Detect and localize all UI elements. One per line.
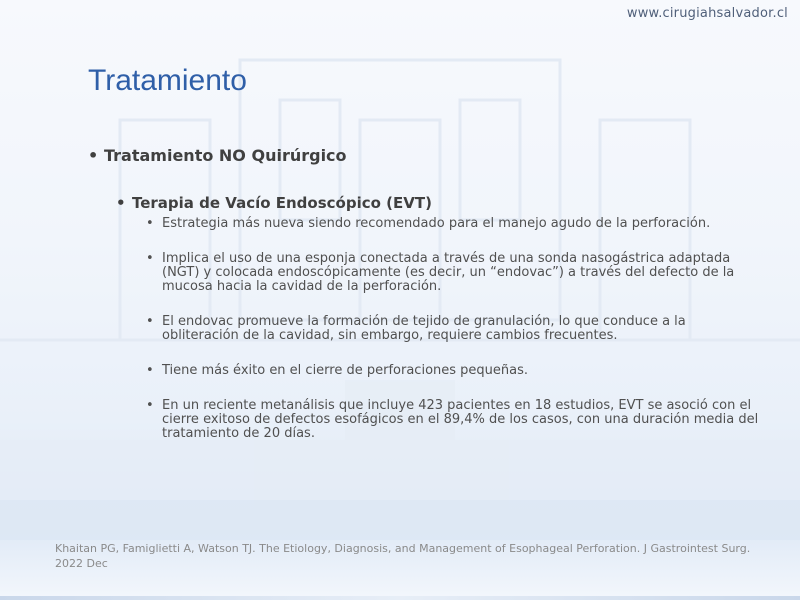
bullet-icon: • — [146, 363, 154, 378]
list-item-text: Implica el uso de una esponja conectada a través de una sonda nasogástrica adaptada (NGT) y colocada endoscópicamente (es decir, un “endovac”) a través del defecto de la mucosa hacia la cavidad de la perforación. — [162, 251, 735, 294]
list-item — [146, 217, 766, 231]
list-item — [146, 252, 766, 294]
level3-bullet-list — [146, 217, 766, 462]
level1-bullet-item — [88, 146, 347, 165]
bullet-icon: • — [146, 251, 154, 266]
bottom-divider — [0, 596, 800, 600]
level2-text: Terapia de Vacío Endoscópico (EVT) — [132, 194, 432, 212]
bullet-icon: • — [88, 146, 99, 165]
bullet-icon: • — [146, 314, 154, 329]
list-item — [146, 364, 766, 378]
citation-footer: Khaitan PG, Famiglietti A, Watson TJ. The Etiology, Diagnosis, and Management of Esophageal Perforation. J Gastrointest Surg. 2022 Dec — [55, 542, 751, 570]
list-item-text: El endovac promueve la formación de tejido de granulación, lo que conduce a la obliteración de la cavidad, sin embargo, requiere cambios frecuentes. — [162, 314, 686, 343]
bullet-icon: • — [146, 216, 154, 231]
list-item-text: Estrategia más nueva siendo recomendado para el manejo agudo de la perforación. — [162, 216, 711, 231]
level2-bullet-item — [116, 194, 432, 212]
list-item — [146, 315, 766, 343]
bullet-icon: • — [116, 194, 126, 212]
bullet-icon: • — [146, 398, 154, 413]
level1-text: Tratamiento NO Quirúrgico — [104, 146, 347, 165]
list-item — [146, 399, 766, 441]
slide-title: Tratamiento — [88, 64, 247, 97]
website-url: www.cirugiahsalvador.cl — [626, 6, 788, 21]
list-item-text: Tiene más éxito en el cierre de perforaciones pequeñas. — [162, 363, 529, 378]
list-item-text: En un reciente metanálisis que incluye 423 pacientes en 18 estudios, EVT se asoció con el cierre exitoso de defectos esofágicos en el 89,4% de los casos, con una duración media del tratamiento de 20 días. — [162, 398, 759, 441]
